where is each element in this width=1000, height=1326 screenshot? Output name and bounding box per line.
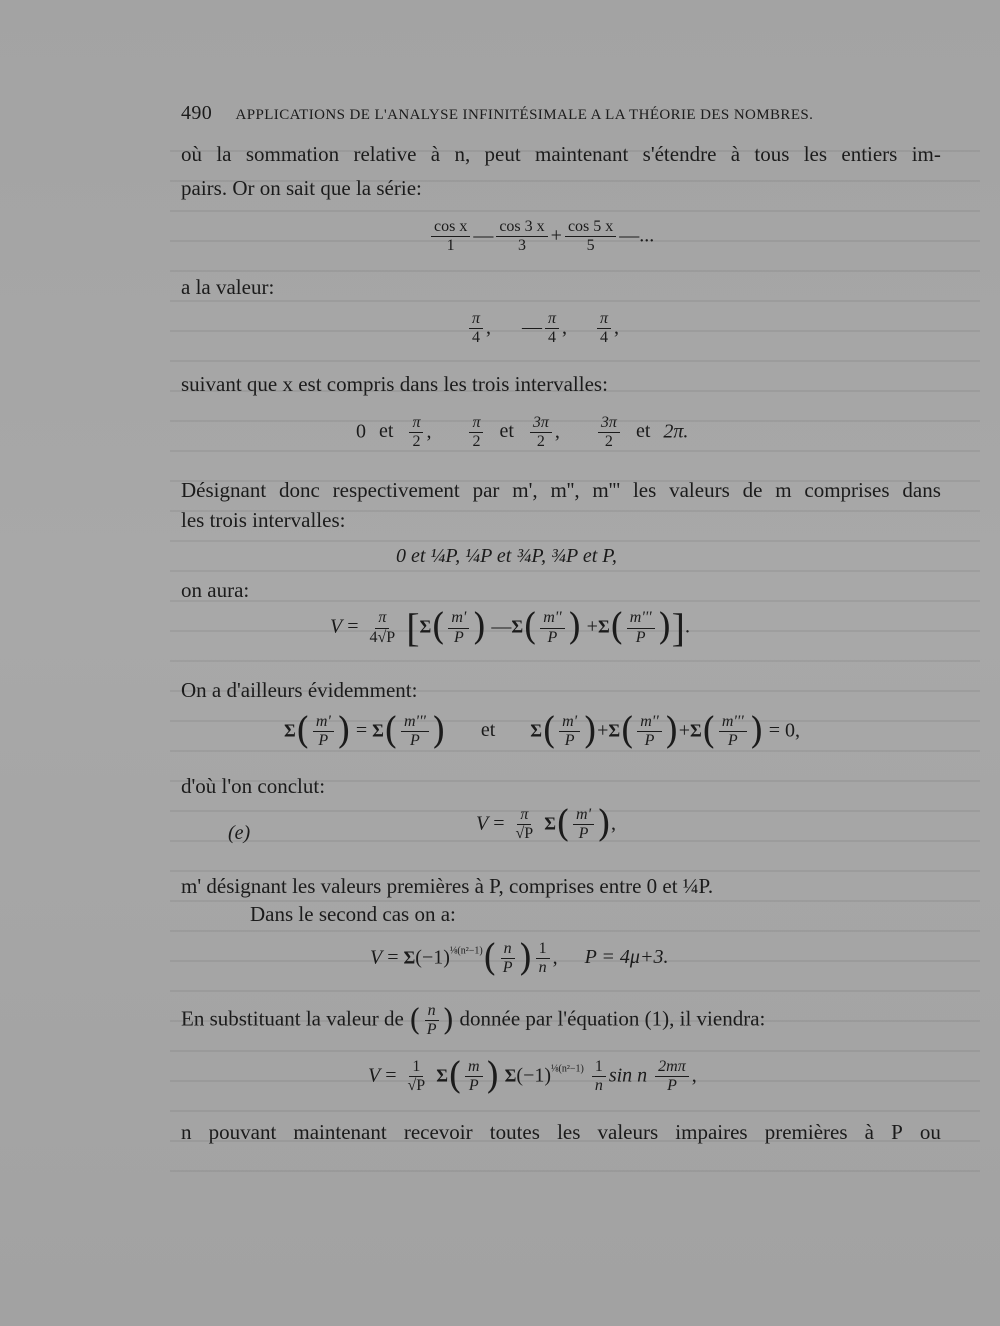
word: les [557,1120,581,1144]
word: impaires [675,1120,748,1144]
word: les [803,142,828,166]
suivant-line: suivant que x est compris dans les trois intervalles: [181,372,608,396]
word: toutes [489,1120,540,1144]
word: valeurs [597,1120,659,1144]
series-term-1: $\frac{\text{cos x}}{1}$ [431,218,470,256]
designant-line-1 [181,478,941,503]
sigma-identities: Σ( $\frac{m'}{P}$ ) = Σ( $\frac{m'''}{P}$ ) et Σ( $\frac{m'}{P}$ )+Σ( $\frac{m''}{P}$ )+Σ( $\frac{m'''}{P}$ ) = 0, [284,710,800,752]
word: relative [353,142,417,166]
en-substituant-line: En substituant la valeur de ( $\frac{n}{P}$ ) donnée par l'équation (1), il viendra: [181,1002,766,1039]
last-line [181,1120,941,1145]
equation-v-2: $V = \Sigma(-1)^{\frac{1}{8}(n^2-1)}$( $\frac{n}{P}$ ) $\frac{1}{n}$ , P = 4μ+3. [370,937,669,979]
word: dans [902,478,941,502]
word: à [730,142,741,166]
word: recevoir [403,1120,473,1144]
word: maintenant [535,142,629,166]
word: tous [754,142,790,166]
a-la-valeur: a la valeur: [181,275,275,299]
on-a-dailleurs: On a d'ailleurs évidemment: [181,678,418,702]
dans-second-cas: Dans le second cas on a: [250,902,456,926]
dou-lon-conclut: d'où l'on conclut: [181,774,326,798]
paragraph-1-line-1 [181,142,941,167]
word: à [864,1120,874,1144]
word: s'étendre [642,142,717,166]
word: entiers [841,142,898,166]
page-number: 490 [181,102,213,124]
series-values: $\frac{\pi}{4}$ , — $\frac{\pi}{4}$ , $\frac{\pi}{4}$ , [466,310,619,348]
bleed-through-texture [170,150,980,1200]
fourier-series: $\frac{\text{cos x}}{1}$ — $\frac{\cos 3 x}{3}$ + $\frac{\cos 5 x}{5}$ —... [428,218,654,256]
running-header [181,102,813,125]
word: à [430,142,441,166]
word: im- [911,142,941,166]
word: maintenant [293,1120,387,1144]
word: premières [764,1120,848,1144]
word: m', [512,478,538,502]
word: ou [919,1120,941,1144]
word: peut [484,142,521,166]
word: comprises [804,478,890,502]
word: m [775,478,792,502]
word: Désignant [181,478,267,502]
word: par [472,478,500,502]
intervals-m: 0 et ¼P, ¼P et ¾P, ¾P et P, [396,545,617,567]
on-aura: on aura: [181,578,250,602]
word: pouvant [208,1120,277,1144]
equation-label-e: (e) [228,822,251,844]
word: de [742,478,763,502]
word: sommation [245,142,340,166]
equation-v-1: V = $\frac{\pi}{4√P}$ [Σ( $\frac{m'}{P}$ ) —Σ( $\frac{m''}{P}$ ) +Σ( $\frac{m'''}{P}$ )]. [330,605,690,650]
word: valeurs [669,478,730,502]
word: la [216,142,232,166]
word: les [632,478,657,502]
word: P [891,1120,903,1144]
word: m''' [592,478,621,502]
designant-line-2: les trois intervalles: [181,508,346,532]
series-term-2: $\frac{\cos 3 x}{3}$ [496,218,547,256]
paragraph-1-line-2: pairs. Or on sait que la série: [181,176,422,200]
word: m'', [550,478,580,502]
equation-e: V = $\frac{\pi}{√P}$ Σ( $\frac{m'}{P}$ ), [476,803,617,845]
intervals-x: 0 et $\frac{\pi}{2}$ , $\frac{\pi}{2}$ et $\frac{3\pi}{2}$ , $\frac{3\pi}{2}$ et 2π. [356,414,689,451]
word: où [181,142,202,166]
word: n, [454,142,471,166]
running-title: APPLICATIONS DE L'ANALYSE INFINITÉSIMALE A LA THÉORIE DES NOMBRES. [235,107,814,123]
series-term-3: $\frac{\cos 5 x}{5}$ [565,218,616,256]
word: donc [278,478,320,502]
m-designant-line: m' désignant les valeurs premières à P, comprises entre 0 et ¼P. [181,874,714,898]
word: respectivement [332,478,460,502]
word: n [181,1120,192,1144]
equation-v-3: V = $\frac{1}{√P}$ Σ( $\frac{m}{P}$ ) $\Sigma(-1)^{\frac{1}{8}(n^2-1)}$ $\frac{1}{n}$ sin n $\frac{2m\pi}{P}$ , [368,1055,697,1097]
